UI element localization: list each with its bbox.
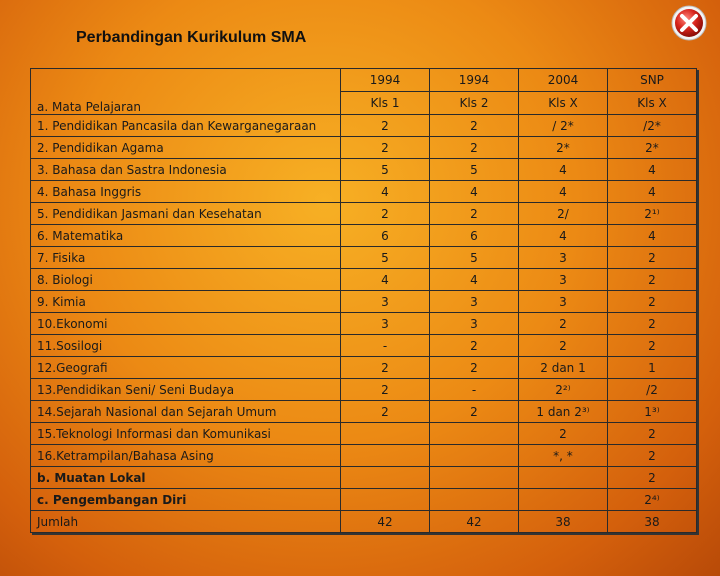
hours-cell: 2 dan 1: [519, 357, 608, 379]
table-row: [31, 137, 697, 159]
hours-cell: [341, 423, 430, 445]
class-header: Kls X: [519, 92, 608, 115]
hours-cell: 2: [519, 423, 608, 445]
section-a-label: a. Mata Pelajaran: [31, 69, 341, 115]
subject-cell: 12.Geografi: [31, 357, 341, 379]
year-header: 1994: [341, 69, 430, 92]
hours-cell: 4: [519, 181, 608, 203]
hours-cell: 2: [608, 445, 697, 467]
hours-cell: 2: [430, 357, 519, 379]
slide-title: Perbandingan Kurikulum SMA: [76, 29, 307, 46]
curriculum-table: [30, 68, 697, 533]
hours-cell: 2: [608, 247, 697, 269]
class-header: Kls 2: [430, 92, 519, 115]
year-header: 1994: [430, 69, 519, 92]
hours-cell: 2: [341, 203, 430, 225]
subject-cell: 16.Ketrampilan/Bahasa Asing: [31, 445, 341, 467]
hours-cell: [341, 467, 430, 489]
section-c-row: [31, 489, 697, 511]
hours-cell: 3: [341, 313, 430, 335]
subject-cell: 4. Bahasa Inggris: [31, 181, 341, 203]
hours-cell: [341, 445, 430, 467]
subject-cell: 9. Kimia: [31, 291, 341, 313]
hours-cell: 2⁴⁾: [608, 489, 697, 511]
hours-cell: 3: [341, 291, 430, 313]
hours-cell: 2: [608, 269, 697, 291]
table-row: [31, 247, 697, 269]
hours-cell: 2: [608, 423, 697, 445]
hours-cell: [430, 423, 519, 445]
table-row: [31, 291, 697, 313]
hours-cell: 3: [430, 291, 519, 313]
total-row: [31, 511, 697, 533]
year-header: 2004: [519, 69, 608, 92]
hours-cell: 2: [519, 313, 608, 335]
hours-cell: 6: [341, 225, 430, 247]
subject-cell: 13.Pendidikan Seni/ Seni Budaya: [31, 379, 341, 401]
table-row: [31, 423, 697, 445]
section-b-row: [31, 467, 697, 489]
hours-cell: 5: [430, 159, 519, 181]
table-row: [31, 181, 697, 203]
table-row: [31, 357, 697, 379]
hours-cell: 42: [430, 511, 519, 533]
hours-cell: [519, 489, 608, 511]
subject-cell: 7. Fisika: [31, 247, 341, 269]
hours-cell: 1: [608, 357, 697, 379]
hours-cell: [430, 467, 519, 489]
hours-cell: 4: [608, 225, 697, 247]
table-row: [31, 159, 697, 181]
table-row: [31, 445, 697, 467]
hours-cell: 4: [608, 181, 697, 203]
hours-cell: 2: [430, 335, 519, 357]
hours-cell: 4: [430, 181, 519, 203]
hours-cell: 2*: [608, 137, 697, 159]
hours-cell: 2/: [519, 203, 608, 225]
table-row: [31, 269, 697, 291]
hours-cell: /2: [608, 379, 697, 401]
subject-cell: Jumlah: [31, 511, 341, 533]
hours-cell: 38: [608, 511, 697, 533]
hours-cell: 2: [519, 335, 608, 357]
hours-cell: 5: [430, 247, 519, 269]
subject-cell: 2. Pendidikan Agama: [31, 137, 341, 159]
hours-cell: 42: [341, 511, 430, 533]
hours-cell: 4: [608, 159, 697, 181]
hours-cell: 2: [341, 137, 430, 159]
year-header: SNP: [608, 69, 697, 92]
hours-cell: 4: [341, 269, 430, 291]
subject-cell: 1. Pendidikan Pancasila dan Kewarganegaraan: [31, 115, 341, 137]
table-row: [31, 115, 697, 137]
table-row: [31, 313, 697, 335]
class-header: Kls X: [608, 92, 697, 115]
hours-cell: 2: [430, 401, 519, 423]
hours-cell: [430, 489, 519, 511]
hours-cell: 2: [608, 291, 697, 313]
subject-cell: 11.Sosilogi: [31, 335, 341, 357]
table-row: [31, 379, 697, 401]
hours-cell: 3: [519, 291, 608, 313]
hours-cell: 2*: [519, 137, 608, 159]
hours-cell: 6: [430, 225, 519, 247]
hours-cell: 2: [608, 335, 697, 357]
hours-cell: 2: [608, 467, 697, 489]
hours-cell: 2: [341, 357, 430, 379]
hours-cell: 5: [341, 247, 430, 269]
subject-cell: 8. Biologi: [31, 269, 341, 291]
hours-cell: 2: [341, 115, 430, 137]
hours-cell: *, *: [519, 445, 608, 467]
subject-cell: 6. Matematika: [31, 225, 341, 247]
hours-cell: [430, 445, 519, 467]
hours-cell: [519, 467, 608, 489]
hours-cell: 2¹⁾: [608, 203, 697, 225]
hours-cell: 38: [519, 511, 608, 533]
subject-cell: 14.Sejarah Nasional dan Sejarah Umum: [31, 401, 341, 423]
hours-cell: 4: [519, 225, 608, 247]
class-header: Kls 1: [341, 92, 430, 115]
hours-cell: /2*: [608, 115, 697, 137]
hours-cell: 1³⁾: [608, 401, 697, 423]
hours-cell: 2²⁾: [519, 379, 608, 401]
hours-cell: 4: [430, 269, 519, 291]
table-row: [31, 225, 697, 247]
table-row: [31, 203, 697, 225]
hours-cell: 2: [430, 203, 519, 225]
hours-cell: 2: [341, 401, 430, 423]
subject-cell: c. Pengembangan Diri: [31, 489, 341, 511]
close-icon: [670, 4, 708, 42]
year-header-row: [31, 69, 697, 92]
hours-cell: 2: [430, 137, 519, 159]
table-row: [31, 401, 697, 423]
hours-cell: -: [430, 379, 519, 401]
subject-cell: 15.Teknologi Informasi dan Komunikasi: [31, 423, 341, 445]
subject-cell: 10.Ekonomi: [31, 313, 341, 335]
hours-cell: 4: [519, 159, 608, 181]
hours-cell: / 2*: [519, 115, 608, 137]
subject-cell: 5. Pendidikan Jasmani dan Kesehatan: [31, 203, 341, 225]
hours-cell: [341, 489, 430, 511]
hours-cell: 2: [608, 313, 697, 335]
hours-cell: 3: [519, 269, 608, 291]
hours-cell: 5: [341, 159, 430, 181]
hours-cell: 1 dan 2³⁾: [519, 401, 608, 423]
subject-cell: 3. Bahasa dan Sastra Indonesia: [31, 159, 341, 181]
table-row: [31, 335, 697, 357]
hours-cell: 2: [341, 379, 430, 401]
hours-cell: 3: [430, 313, 519, 335]
hours-cell: 2: [430, 115, 519, 137]
subject-cell: b. Muatan Lokal: [31, 467, 341, 489]
hours-cell: -: [341, 335, 430, 357]
hours-cell: 4: [341, 181, 430, 203]
close-button[interactable]: [670, 4, 708, 42]
hours-cell: 3: [519, 247, 608, 269]
